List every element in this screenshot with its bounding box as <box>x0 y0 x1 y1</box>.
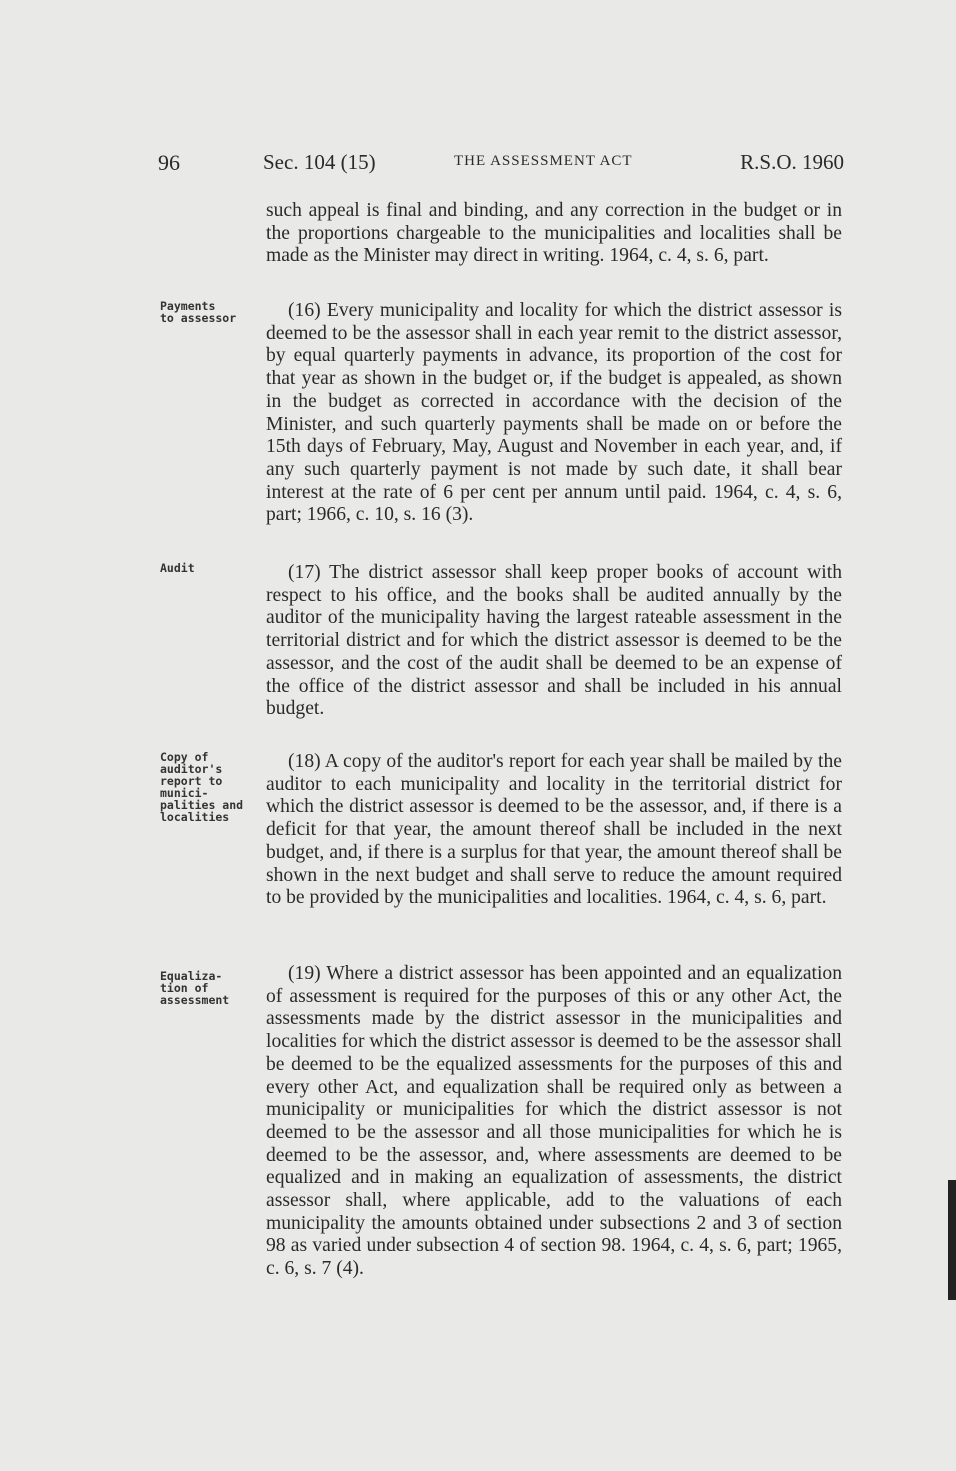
page-edge-tab <box>948 1180 956 1300</box>
paragraph-text: (18) A copy of the auditor's report for each year shall be mailed by the auditor to each municipality and locality in the territorial district for which the district assessor is deemed to be the assessor, and, if there is a deficit for that year, the amount thereof shall be included in the next budget, and, if there is a surplus for that year, the amount thereof shall be shown in the next budget and shall serve to reduce the amount required to be provided by the municipalities and localities. 1964, c. 4, s. 6, part. <box>266 751 842 909</box>
page-number: 96 <box>158 150 180 175</box>
paragraph-18 <box>266 751 842 910</box>
margin-note-equalization: Equaliza- tion of assessment <box>160 969 230 1007</box>
page-header <box>158 150 844 180</box>
section-reference: Sec. 104 (15) <box>263 150 376 174</box>
paragraph-text: (17) The district assessor shall keep proper books of account with respect to his office, and the books shall be audited annually by the auditor of the municipality having the largest rateable assessment in the territorial district and for which the district assessor is deemed to be the assessor, and the cost of the audit shall be deemed to be an expense of the office of the district assessor and shall be included in his annual budget. <box>266 562 842 720</box>
act-title: THE ASSESSMENT ACT <box>454 153 633 169</box>
margin-note-audit: Audit <box>160 561 195 575</box>
margin-note-payments: Payments to assessor <box>160 299 237 325</box>
edition-label: R.S.O. 1960 <box>740 150 844 174</box>
margin-note-copy-report: Copy of auditor's report to munici- palities and localities <box>160 750 244 824</box>
paragraph-text: (16) Every municipality and locality for which the district assessor is deemed to be the assessor shall in each year remit to the district assessor, by equal quarterly payments in advance, its proportion of the cost for that year as shown in the budget or, if the budget is appealed, as shown in the budget as corrected in accordance with the decision of the Minister, and such quarterly payments shall be made on or before the 15th days of February, May, August and November in each year, and, if any such quarterly payment is not made by such date, it shall bear interest at the rate of 6 per cent per annum until paid. 1964, c. 4, s. 6, part; 1966, c. 10, s. 16 (3). <box>266 300 842 526</box>
paragraph-15-continued <box>266 200 842 268</box>
paragraph-text: such appeal is final and binding, and any correction in the budget or in the proportions chargeable to the municipalities and localities shall be made as the Minister may direct in writing. 1964, c. 4, s. 6, part. <box>266 200 842 267</box>
paragraph-text: (19) Where a district assessor has been appointed and an equalization of assessment is required for the purposes of this or any other Act, the assessments made by the district assessor in the municipalities and localities for which the district assessor is deemed to be the assessor shall be deemed to be the equalized assessments for the purposes of this and every other Act, and equalization shall be required only as between a municipality or municipalities for which the district assessor is not deemed to be the assessor and all those municipalities for which he is deemed to be the assessor, and, where assessments are deemed to be equalized and in making an equalization of assessments, the district assessor shall, where applicable, add to the valuations of each municipality the amounts obtained under subsections 2 and 3 of section 98 as varied under subsection 4 of section 98. 1964, c. 4, s. 6, part; 1965, c. 6, s. 7 (4). <box>266 963 842 1280</box>
paragraph-17 <box>266 562 842 721</box>
paragraph-16 <box>266 300 842 527</box>
paragraph-19 <box>266 963 842 1281</box>
